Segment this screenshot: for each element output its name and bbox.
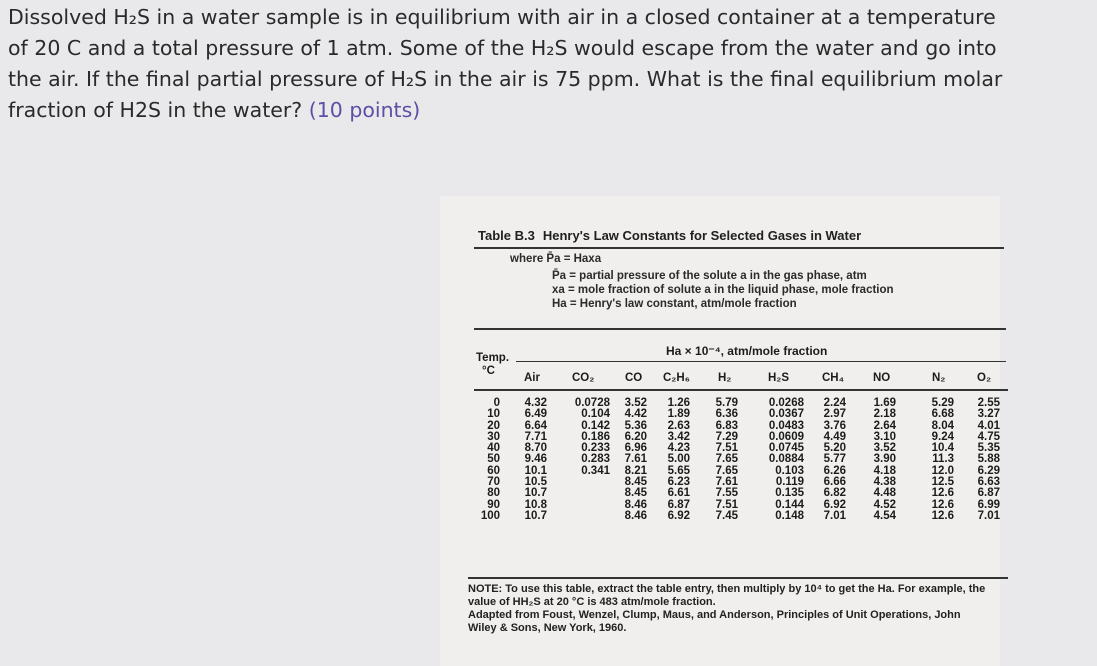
table-cell: 2.24 xyxy=(823,397,846,409)
table-cell: 10.1 xyxy=(524,464,547,477)
table-cell: 0.0728 xyxy=(574,397,610,409)
table-cell: 6.96 xyxy=(624,442,647,455)
table-cell: 6.87 xyxy=(977,487,1000,500)
table-cell: 3.52 xyxy=(873,442,896,455)
table-cell: 6.83 xyxy=(715,419,738,432)
table-cell: 0.0745 xyxy=(768,442,804,455)
table-cell: 12.6 xyxy=(931,509,954,522)
ch4-column xyxy=(812,398,846,522)
table-cell: 6.49 xyxy=(524,408,547,421)
n2-column xyxy=(920,398,954,522)
table-cell: 7.51 xyxy=(715,498,738,511)
table-cell: 20 xyxy=(487,419,500,432)
table-cell xyxy=(560,488,610,499)
table-cell: 5.88 xyxy=(977,453,1000,466)
table-cell: 40 xyxy=(487,442,500,455)
table-cell: 4.54 xyxy=(873,509,896,522)
definition-mole-fraction: xa = mole fraction of solute a in the liquid phase, mole fraction xyxy=(552,284,894,296)
note-line-1: NOTE: To use this table, extract the table entry, then multiply by 10⁴ to get the Ha. For example, the xyxy=(468,583,986,595)
column-header-h2: H₂ xyxy=(718,372,732,384)
table-cell: 4.01 xyxy=(977,419,1000,432)
table-cell: 2.55 xyxy=(977,397,1000,409)
table-cell: 5.36 xyxy=(624,419,647,432)
table-cell: 7.61 xyxy=(624,453,647,466)
table-cell: 10.5 xyxy=(524,476,547,489)
table-cell: 0.0367 xyxy=(768,408,804,421)
table-cell: 0.135 xyxy=(775,487,804,500)
h2s-column xyxy=(752,398,804,522)
table-cell: 12.6 xyxy=(931,487,954,500)
table-cell: 4.75 xyxy=(977,430,1000,443)
constant-units-header: Ha × 10⁻⁴, atm/mole fraction xyxy=(666,344,828,358)
temp-column xyxy=(470,398,500,522)
table-cell: 30 xyxy=(487,430,500,443)
table-cell xyxy=(560,511,610,522)
table-cell: 100 xyxy=(480,509,500,522)
table-cell: 12.0 xyxy=(931,464,954,477)
table-cell: 9.24 xyxy=(931,430,954,443)
where-line: where P̄a = Haxa xyxy=(510,253,602,265)
header-rule xyxy=(474,328,1006,330)
table-cell: 50 xyxy=(487,453,500,466)
table-cell: 0.283 xyxy=(581,453,610,466)
table-cell: 90 xyxy=(487,498,500,511)
column-header-o2: O₂ xyxy=(977,372,992,384)
table-cell: 2.18 xyxy=(873,408,896,421)
question-line-4-text: fraction of H2S in the water? xyxy=(8,98,303,122)
table-cell: 0.233 xyxy=(581,442,610,455)
table-cell: 3.76 xyxy=(823,419,846,432)
table-cell: 7.01 xyxy=(823,509,846,522)
table-cell: 0.0609 xyxy=(768,430,804,443)
table-cell: 5.65 xyxy=(667,464,690,477)
table-cell: 6.29 xyxy=(977,464,1000,477)
table-cell: 8.46 xyxy=(624,509,647,522)
column-header-air: Air xyxy=(524,372,540,384)
table-cell: 2.64 xyxy=(873,419,896,432)
table-cell: 1.69 xyxy=(873,397,896,409)
table-cell: 12.6 xyxy=(931,498,954,511)
note-line-4: Wiley & Sons, New York, 1960. xyxy=(468,622,627,634)
table-cell: 6.36 xyxy=(715,408,738,421)
table-cell: 4.18 xyxy=(873,464,896,477)
column-header-h2s: H₂S xyxy=(768,372,790,384)
table-title xyxy=(478,228,861,243)
table-bottom-rule xyxy=(468,577,1008,579)
no-column xyxy=(862,398,896,522)
title-rule xyxy=(474,247,1004,249)
table-cell: 0.142 xyxy=(581,419,610,432)
table-cell: 3.52 xyxy=(624,397,647,409)
table-cell: 60 xyxy=(487,464,500,477)
table-cell: 10.7 xyxy=(524,487,547,500)
column-header-n2: N₂ xyxy=(932,372,946,384)
table-cell: 0.0268 xyxy=(768,397,804,409)
table-cell: 6.87 xyxy=(667,498,690,511)
table-cell: 6.92 xyxy=(823,498,846,511)
table-number: Table B.3 xyxy=(478,228,535,243)
table-cell: 10.4 xyxy=(931,442,954,455)
table-cell: 7.01 xyxy=(977,509,1000,522)
table-cell: 1.26 xyxy=(667,397,690,409)
table-cell: 3.90 xyxy=(873,453,896,466)
table-cell: 12.5 xyxy=(931,476,954,489)
table-cell: 8.70 xyxy=(524,442,547,455)
table-cell: 3.10 xyxy=(873,430,896,443)
table-cell: 6.63 xyxy=(977,476,1000,489)
column-header-rule xyxy=(474,389,1008,391)
table-cell: 80 xyxy=(487,487,500,500)
temp-header-unit: °C xyxy=(482,365,495,377)
h2-column xyxy=(706,398,738,522)
table-cell: 3.42 xyxy=(667,430,690,443)
question-line-1: Dissolved H₂S in a water sample is in equilibrium with air in a closed container at a temperature xyxy=(8,5,996,29)
table-cell: 2.97 xyxy=(823,408,846,421)
note-line-3: Adapted from Foust, Wenzel, Clump, Maus, and Anderson, Principles of Unit Operations, John xyxy=(468,609,961,621)
table-cell: 4.23 xyxy=(667,442,690,455)
table-cell: 6.92 xyxy=(667,509,690,522)
table-cell: 3.27 xyxy=(977,408,1000,421)
table-cell: 5.77 xyxy=(823,453,846,466)
table-cell: 7.65 xyxy=(715,464,738,477)
table-cell: 8.45 xyxy=(624,476,647,489)
table-cell: 0.104 xyxy=(581,408,610,421)
table-cell: 9.46 xyxy=(524,453,547,466)
table-cell: 4.42 xyxy=(624,408,647,421)
o2-column xyxy=(966,398,1000,522)
table-cell: 6.66 xyxy=(823,476,846,489)
table-cell xyxy=(560,477,610,488)
table-cell: 8.46 xyxy=(624,498,647,511)
table-caption: Henry's Law Constants for Selected Gases in Water xyxy=(542,228,862,243)
table-cell: 6.68 xyxy=(931,408,954,421)
c2h6-column xyxy=(658,398,690,522)
table-cell: 5.00 xyxy=(667,453,690,466)
table-cell: 0.119 xyxy=(775,476,804,489)
table-cell: 2.63 xyxy=(667,419,690,432)
table-cell: 70 xyxy=(487,476,500,489)
table-cell: 5.79 xyxy=(715,397,738,409)
definition-pressure: P̄a = partial pressure of the solute a in the gas phase, atm xyxy=(552,270,867,282)
temp-column-header xyxy=(476,352,509,378)
co-column xyxy=(615,398,647,522)
units-rule xyxy=(516,361,1006,362)
table-cell: 5.29 xyxy=(931,397,954,409)
question-line-4 xyxy=(8,95,1088,126)
table-cell: 6.26 xyxy=(823,464,846,477)
table-cell: 4.52 xyxy=(873,498,896,511)
column-header-ch4: CH₄ xyxy=(822,372,845,384)
table-cell: 0 xyxy=(493,397,500,409)
table-cell: 11.3 xyxy=(932,453,954,466)
table-cell: 6.99 xyxy=(977,498,1000,511)
table-cell: 7.45 xyxy=(715,509,738,522)
table-cell: 0.0884 xyxy=(768,453,804,466)
table-cell: 6.20 xyxy=(624,430,647,443)
note-line-2: value of HH₂S at 20 °C is 483 atm/mole fraction. xyxy=(468,596,716,608)
table-cell: 5.35 xyxy=(977,442,1000,455)
table-cell: 1.89 xyxy=(667,408,690,421)
table-cell: 7.71 xyxy=(524,430,547,443)
table-cell: 0.0483 xyxy=(768,419,804,432)
table-cell: 0.103 xyxy=(775,464,804,477)
table-note xyxy=(468,583,1028,635)
table-cell: 4.38 xyxy=(873,476,896,489)
column-header-c2h6: C₂H₆ xyxy=(663,372,690,384)
table-cell: 5.20 xyxy=(823,442,846,455)
co2-column xyxy=(560,398,610,522)
question-text xyxy=(8,2,1088,126)
question-line-2: of 20 C and a total pressure of 1 atm. Some of the H₂S would escape from the water and go into xyxy=(8,36,997,60)
table-cell: 7.61 xyxy=(715,476,738,489)
table-cell: 10.7 xyxy=(524,509,547,522)
table-cell: 10 xyxy=(487,408,500,421)
column-header-co2: CO₂ xyxy=(572,372,595,384)
air-column xyxy=(515,398,547,522)
table-cell: 6.64 xyxy=(524,419,547,432)
table-cell: 10.8 xyxy=(524,498,547,511)
table-cell: 6.61 xyxy=(667,487,690,500)
table-cell: 8.04 xyxy=(931,419,954,432)
table-cell: 7.51 xyxy=(715,442,738,455)
definition-henry-constant: Ha = Henry's law constant, atm/mole fraction xyxy=(552,298,797,310)
table-cell: 4.49 xyxy=(823,430,846,443)
question-line-3: the air. If the final partial pressure of H₂S in the air is 75 ppm. What is the final equilibrium molar xyxy=(8,67,1003,91)
column-header-co: CO xyxy=(625,372,643,384)
table-cell: 0.341 xyxy=(581,464,610,477)
table-cell: 0.186 xyxy=(581,430,610,443)
table-cell xyxy=(560,500,610,511)
table-cell: 4.32 xyxy=(524,397,547,409)
table-cell: 7.29 xyxy=(715,430,738,443)
column-header-no: NO xyxy=(873,372,891,384)
table-cell: 6.82 xyxy=(823,487,846,500)
table-cell: 4.48 xyxy=(873,487,896,500)
table-cell: 7.65 xyxy=(715,453,738,466)
table-cell: 8.21 xyxy=(624,464,647,477)
table-cell: 8.45 xyxy=(624,487,647,500)
table-cell: 6.23 xyxy=(667,476,690,489)
table-cell: 7.55 xyxy=(715,487,738,500)
table-cell: 0.144 xyxy=(775,498,804,511)
table-cell: 0.148 xyxy=(775,509,804,522)
points-label: (10 points) xyxy=(308,98,421,122)
temp-header-label: Temp. xyxy=(476,352,510,364)
